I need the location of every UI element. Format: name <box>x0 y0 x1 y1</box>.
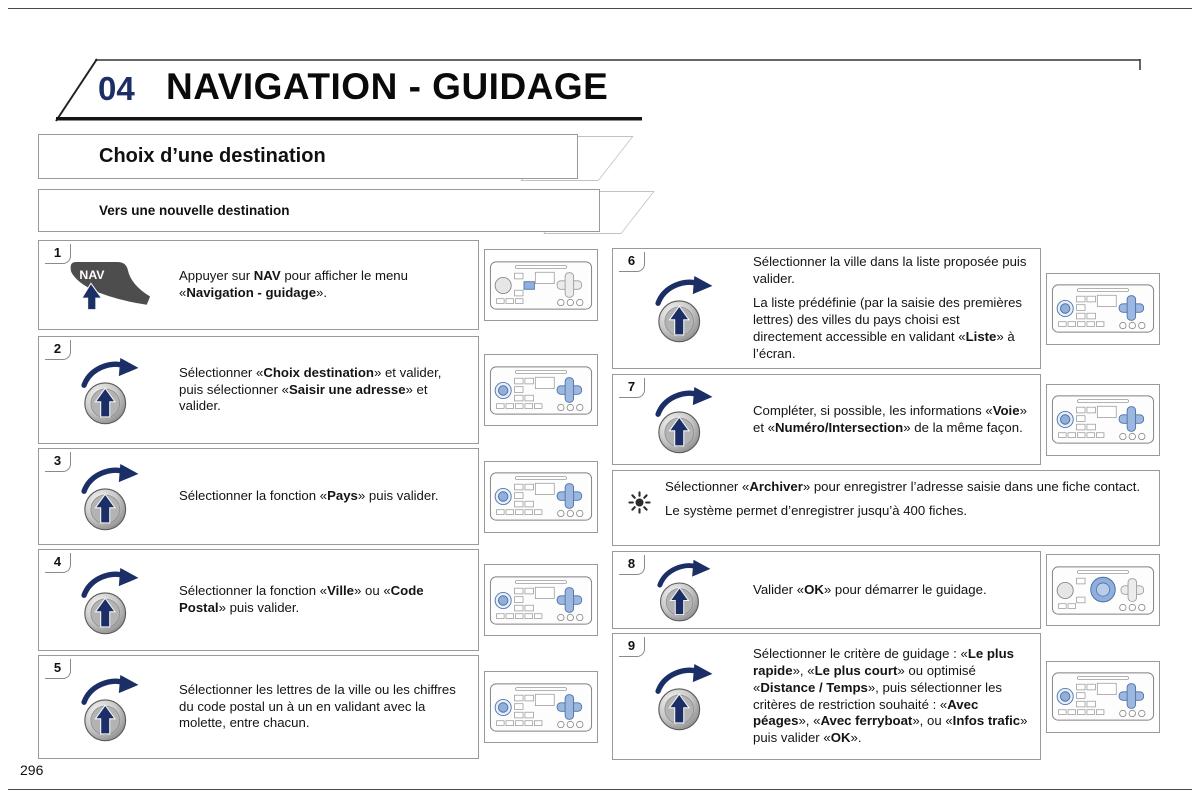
car-audio-unit-image <box>484 671 598 743</box>
step-cell <box>38 240 479 330</box>
car-audio-unit-image <box>484 354 598 426</box>
rotary-knob-icon <box>613 661 753 732</box>
step-text: Sélectionner le critère de guidage : «Le plus rapide», «Le plus court» ou optimisé «Distance / Temps», puis sélectionner les critères de restriction souhaité : «Avec péages», «Avec ferryboat», ou «Infos trafic» puis valider «OK». <box>753 645 1028 746</box>
car-audio-unit-image <box>484 461 598 533</box>
subsection-title: Vers une nouvelle destination <box>99 203 290 218</box>
step-row-8 <box>612 551 1160 629</box>
page-number: 296 <box>20 762 44 778</box>
step-cell <box>612 633 1041 760</box>
step-cell <box>38 336 479 444</box>
step-number: 3 <box>45 452 71 472</box>
step-row-6 <box>612 248 1160 369</box>
step-cell <box>612 551 1041 629</box>
rotary-knob-icon <box>39 355 179 426</box>
step-text: Sélectionner la ville dans la liste proposée puis valider. La liste prédéfinie (par la saisie des premières lettres) des villes du pays choisi est directement accessible en validant «Liste» à l’écran. <box>753 254 1027 361</box>
header-decoration <box>0 0 1200 130</box>
step-text: Sélectionner la fonction «Ville» ou «Code Postal» puis valider. <box>179 583 424 615</box>
tip-cell <box>612 470 1160 546</box>
step-text: Sélectionner la fonction «Pays» puis valider. <box>179 488 439 504</box>
step-row-5 <box>38 655 598 759</box>
step-row-4 <box>38 549 598 651</box>
page-title: NAVIGATION - GUIDAGE <box>166 66 609 107</box>
nav-key-icon <box>39 257 179 313</box>
tip-row <box>612 470 1160 546</box>
car-audio-unit-image <box>1046 554 1160 626</box>
step-number: 6 <box>619 252 645 272</box>
car-audio-unit-image <box>1046 661 1160 733</box>
step-number: 4 <box>45 553 71 573</box>
rotary-knob-icon <box>39 672 179 743</box>
rotary-knob-icon <box>39 565 179 636</box>
section-title-box <box>38 134 578 179</box>
step-text: Compléter, si possible, les informations «Voie» et «Numéro/Intersection» de la même façon. <box>753 402 1027 435</box>
step-cell <box>612 374 1041 465</box>
step-text: Valider «OK» pour démarrer le guidage. <box>753 581 987 597</box>
section-title: Choix d’une destination <box>99 145 326 167</box>
step-number: 1 <box>45 244 71 264</box>
step-row-2 <box>38 336 598 444</box>
step-number: 7 <box>619 378 645 398</box>
step-text: Sélectionner «Choix destination» et valider, puis sélectionner «Saisir une adresse» et valider. <box>179 364 442 414</box>
step-number: 2 <box>45 340 71 360</box>
step-number: 9 <box>619 637 645 657</box>
step-text: Sélectionner les lettres de la ville ou les chiffres du code postal un à un en validant avec la molette, entre chacun. <box>179 681 456 731</box>
car-audio-unit-image <box>1046 273 1160 345</box>
rotary-knob-icon <box>613 273 753 344</box>
step-row-9 <box>612 633 1160 760</box>
step-number: 5 <box>45 659 71 679</box>
car-audio-unit-image <box>484 564 598 636</box>
step-row-7 <box>612 374 1160 465</box>
step-cell <box>38 549 479 651</box>
step-cell <box>38 448 479 545</box>
subsection-title-box <box>38 189 600 232</box>
sun-icon <box>613 479 665 514</box>
car-audio-unit-image <box>1046 384 1160 456</box>
step-row-3 <box>38 448 598 545</box>
car-audio-unit-image <box>484 249 598 321</box>
chapter-number: 04 <box>98 70 135 107</box>
step-row-1 <box>38 240 598 330</box>
step-number: 8 <box>619 555 645 575</box>
bottom-rule <box>8 789 1192 790</box>
step-cell <box>38 655 479 759</box>
step-text: Appuyer sur NAV pour afficher le menu «Navigation - guidage». <box>179 268 408 300</box>
tip-text: Sélectionner «Archiver» pour enregistrer l’adresse saisie dans une fiche contact. Le système permet d’enregistrer jusqu’à 400 fiches. <box>665 479 1141 518</box>
step-cell <box>612 248 1041 369</box>
